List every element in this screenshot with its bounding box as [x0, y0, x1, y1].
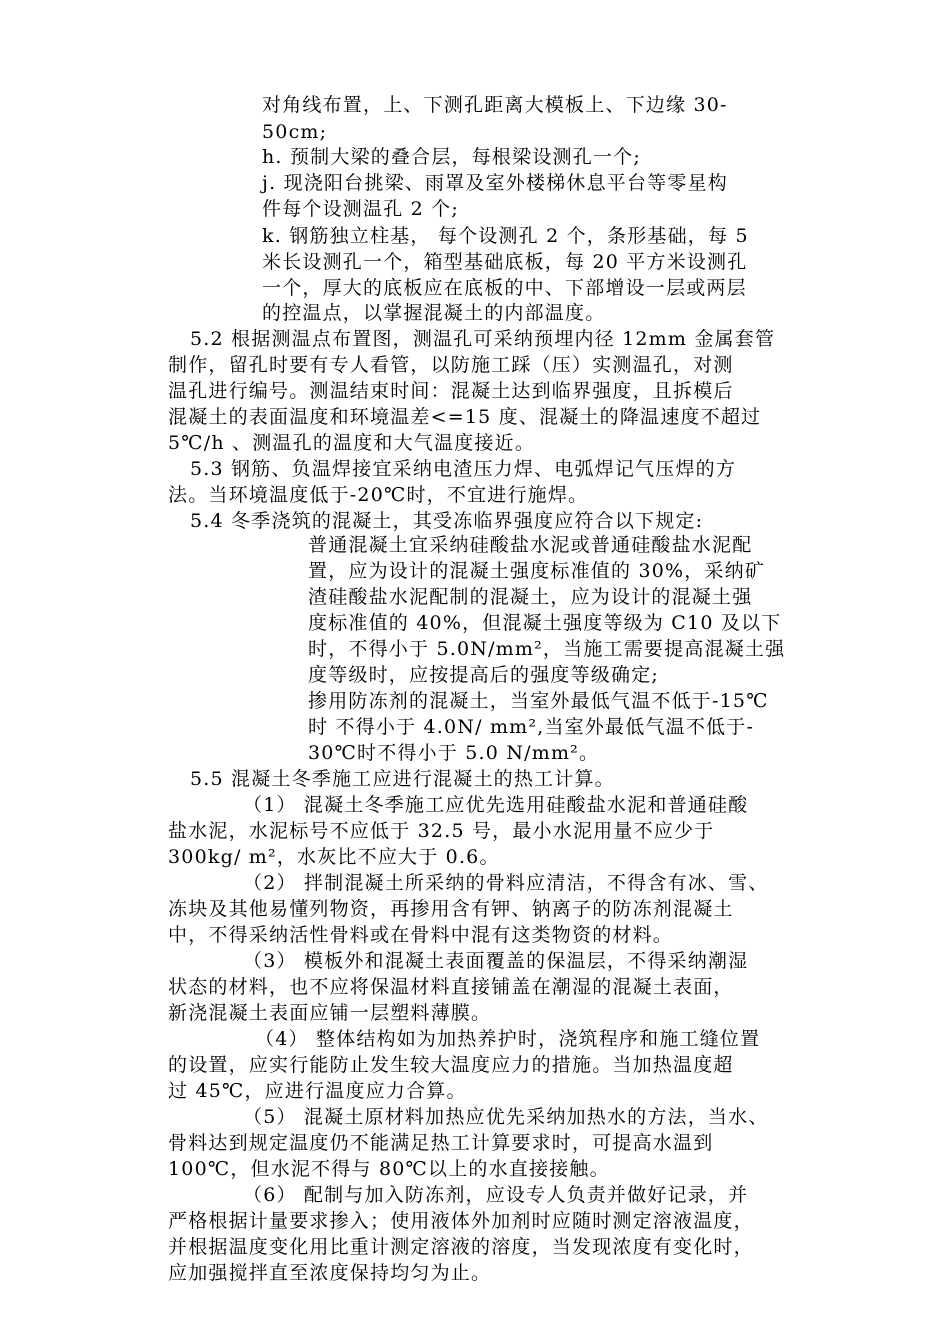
text-line: 对角线布置，上、下测孔距离大模板上、下边缘 30-: [262, 94, 728, 116]
text-line: （4） 整体结构如为加热养护时，浇筑程序和施工缝位置: [255, 1028, 761, 1050]
text-line: 状态的材料，也不应将保温材料直接铺盖在潮湿的混凝土表面，: [168, 976, 734, 998]
text-line: （1） 混凝土冬季施工应优先选用硅酸盐水泥和普通硅酸: [243, 794, 749, 816]
text-line: 法。当环境温度低于-20℃时，不宜进行施焊。: [168, 484, 589, 506]
text-line: 普通混凝土宜采纳硅酸盐水泥或普通硅酸盐水泥配: [308, 534, 753, 556]
text-line: 5.2 根据测温点布置图，测温孔可采纳预埋内径 12mm 金属套管: [190, 328, 776, 350]
text-line: 时，不得小于 5.0N/mm²，当施工需要提高混凝土强: [308, 638, 786, 660]
text-line: 盐水泥，水泥标号不应低于 32.5 号，最小水泥用量不应少于: [168, 820, 715, 842]
text-line: （6） 配制与加入防冻剂，应设专人负责并做好记录，并: [243, 1184, 749, 1206]
text-line: （2） 拌制混凝土所采纳的骨料应清洁，不得含有冰、雪、: [243, 872, 769, 894]
text-line: 的控温点，以掌握混凝土的内部温度。: [262, 302, 606, 324]
text-line: 掺用防冻剂的混凝土，当室外最低气温不低于-15℃: [308, 690, 769, 712]
text-line: 度等级时，应按提高后的强度等级确定;: [308, 664, 660, 686]
text-line: 5.3 钢筋、负温焊接宜采纳电渣压力焊、电弧焊记气压焊的方: [190, 458, 737, 480]
text-line: 时 不得小于 4.0N/ mm²,当室外最低气温不低于-: [308, 716, 755, 738]
text-line: 冻块及其他易懂列物资，再掺用含有钾、钠离子的防冻剂混凝土: [168, 898, 734, 920]
text-line: 严格根据计量要求掺入；使用液体外加剂时应随时测定溶液温度，: [168, 1210, 754, 1232]
text-line: j. 现浇阳台挑梁、雨罩及室外楼梯休息平台等零星构: [262, 172, 728, 194]
text-line: 30℃时不得小于 5.0 N/mm²。: [308, 742, 600, 764]
text-line: 新浇混凝土表面应铺一层塑料薄膜。: [168, 1002, 492, 1024]
text-line: 一个，厚大的底板应在底板的中、下部增设一层或两层: [262, 277, 747, 299]
text-line: 过 45℃，应进行温度应力合算。: [168, 1080, 467, 1102]
text-line: （5） 混凝土原材料加热应优先采纳加热水的方法，当水、: [243, 1106, 769, 1128]
text-line: 件每个设测温孔 2 个;: [262, 198, 459, 220]
text-line: 制作，留孔时要有专人看管，以防施工踩（压）实测温孔，对测: [168, 354, 734, 376]
text-line: h. 预制大梁的叠合层，每根梁设测孔一个;: [262, 146, 641, 168]
text-line: 5℃/h 、测温孔的温度和大气温度接近。: [168, 432, 536, 454]
text-line: 米长设测孔一个，箱型基础底板，每 20 平方米设测孔: [262, 251, 748, 273]
text-line: k. 钢筋独立柱基， 每个设测孔 2 个，条形基础，每 5: [262, 225, 749, 247]
text-line: 置，应为设计的混凝土强度标准值的 30%，采纳矿: [308, 560, 766, 582]
text-line: 并根据温度变化用比重计测定溶液的溶度，当发现浓度有变化时，: [168, 1236, 754, 1258]
text-line: 渣硅酸盐水泥配制的混凝土，应为设计的混凝土强: [308, 586, 753, 608]
text-line: 应加强搅拌直至浓度保持均匀为止。: [168, 1262, 492, 1284]
text-line: 度标准值的 40%，但混凝土强度等级为 C10 及以下: [308, 612, 782, 634]
text-line: 混凝土的表面温度和环境温差<=15 度、混凝土的降温速度不超过: [168, 406, 762, 428]
text-line: 5.4 冬季浇筑的混凝土，其受冻临界强度应符合以下规定:: [190, 510, 704, 532]
text-line: 50cm;: [262, 121, 328, 143]
text-line: （3） 模板外和混凝土表面覆盖的保温层，不得采纳潮湿: [243, 950, 749, 972]
text-line: 5.5 混凝土冬季施工应进行混凝土的热工计算。: [190, 768, 615, 790]
text-line: 骨料达到规定温度仍不能满足热工计算要求时，可提高水温到: [168, 1132, 714, 1154]
text-line: 100℃，但水泥不得与 80℃以上的水直接接触。: [168, 1158, 610, 1180]
text-line: 温孔进行编号。测温结束时间：混凝土达到临界强度，且拆模后: [168, 380, 734, 402]
text-line: 的设置，应实行能防止发生较大温度应力的措施。当加热温度超: [168, 1054, 734, 1076]
text-line: 中，不得采纳活性骨料或在骨料中混有这类物资的材料。: [168, 924, 674, 946]
text-line: 300kg/ m²，水灰比不应大于 0.6。: [168, 846, 500, 868]
